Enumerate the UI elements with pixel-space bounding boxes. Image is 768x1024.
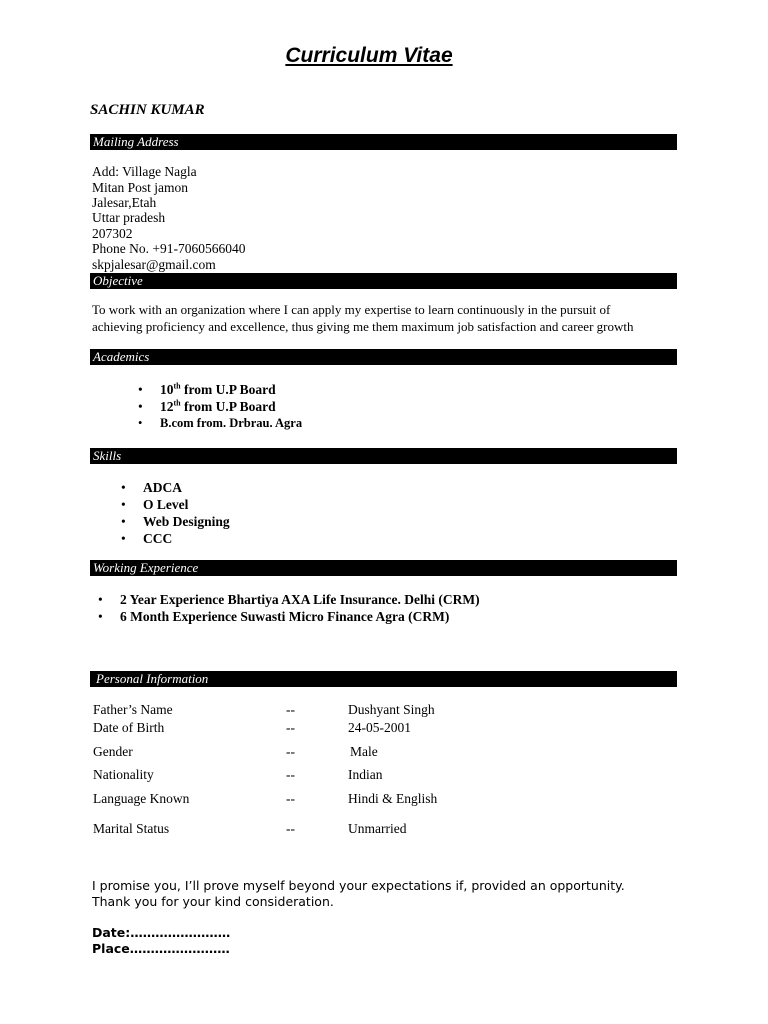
personal-separator: -- [286,767,295,782]
list-item: • Web Designing [121,514,230,529]
section-header-skills: Skills [90,448,677,464]
list-item: • B.com from. Drbrau. Agra [138,416,303,430]
section-header-personal-information: Personal Information [90,671,677,687]
personal-separator: -- [286,791,295,806]
personal-separator: -- [286,702,295,717]
personal-value: Male [350,744,378,759]
personal-value: Dushyant Singh [348,702,435,717]
personal-separator: -- [286,821,295,836]
personal-value: Hindi & English [348,791,438,806]
candidate-name: SACHIN KUMAR [90,102,205,118]
experience-list [98,592,480,626]
list-item: • 12th from U.P Board [138,398,276,414]
objective-line-2: achieving proficiency and excellence, thus giving me them maximum job satisfaction and career growth [92,319,634,334]
personal-value: Unmarried [348,821,407,836]
list-item: • 2 Year Experience Bhartiya AXA Life Insurance. Delhi (CRM) [98,592,480,607]
personal-label: Father’s Name [93,702,173,717]
personal-label: Gender [93,744,133,759]
page-title: Curriculum Vitae [285,44,453,67]
personal-value: Indian [348,767,383,782]
skills-list [121,480,230,548]
academics-list [138,381,303,433]
list-item: • CCC [121,531,173,546]
section-header-academics: Academics [90,349,677,365]
address-line: Uttar pradesh [92,210,166,225]
personal-label: Date of Birth [93,720,165,735]
personal-value: 24-05-2001 [348,720,411,735]
address-postcode: 207302 [92,226,133,241]
list-item: • 6 Month Experience Suwasti Micro Finance Agra (CRM) [98,609,450,624]
address-line: Mitan Post jamon [92,180,189,195]
section-header-objective: Objective [90,273,677,289]
section-header-working-experience: Working Experience [90,560,677,576]
list-item: • O Level [121,497,189,512]
address-line: Jalesar,Etah [92,195,157,210]
personal-separator: -- [286,720,295,735]
personal-separator: -- [286,744,295,759]
personal-label: Marital Status [93,821,170,836]
list-item: • ADCA [121,480,182,495]
place-field: Place…………………… [92,941,230,956]
list-item: • 10th from U.P Board [138,381,276,397]
closing-line-2: Thank you for your kind consideration. [92,894,334,909]
address-line: Add: Village Nagla [92,164,197,179]
date-field: Date:…………………… [92,925,231,940]
personal-label: Language Known [93,791,190,806]
email-address: skpjalesar@gmail.com [92,257,216,272]
objective-line-1: To work with an organization where I can apply my expertise to learn continuously in the pursuit of [92,302,611,317]
phone-number: Phone No. +91-7060566040 [92,241,246,256]
closing-line-1: I promise you, I’ll prove myself beyond your expectations if, provided an opportunity. [92,878,625,893]
personal-label: Nationality [93,767,154,782]
section-header-mailing-address: Mailing Address [90,134,677,150]
